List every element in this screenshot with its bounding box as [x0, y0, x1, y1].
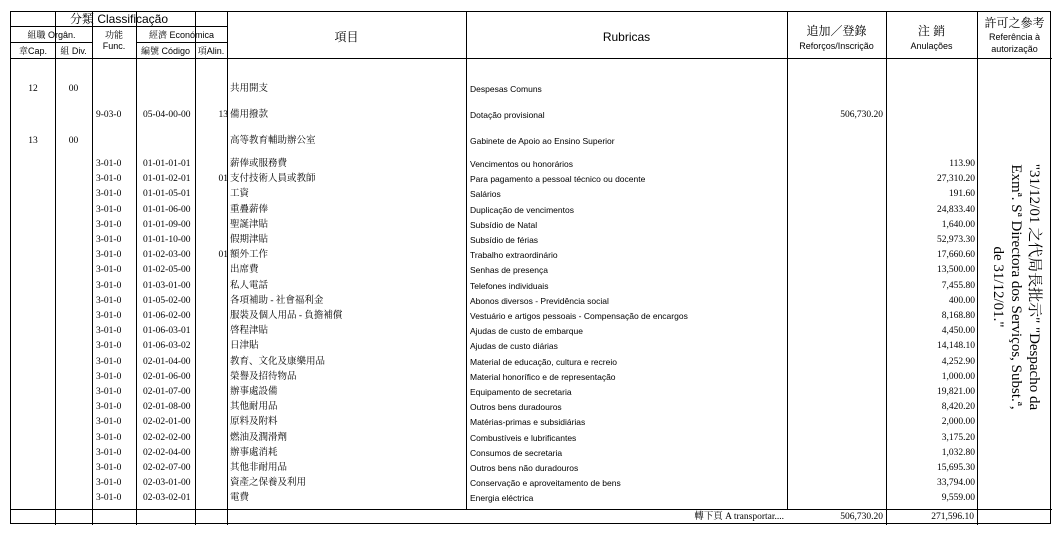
cell-code: 01-06-03-01 [143, 326, 191, 337]
header-organ: 組職 Orgân. [27, 30, 76, 40]
cell-zh: 私人電話 [230, 280, 269, 291]
cell-anul: 4,450.00 [941, 326, 975, 337]
cell-zh: 假期津貼 [230, 235, 269, 245]
cell-pt: Trabalho extraordinário [470, 250, 558, 261]
cell-zh: 重疊薪俸 [230, 204, 269, 215]
cell-func: 3-01-0 [96, 159, 122, 169]
table-row [11, 233, 1052, 248]
cell-func: 3-01-0 [96, 371, 122, 382]
cell-code: 02-02-07-00 [143, 463, 191, 473]
cell-code: 01-05-02-00 [143, 295, 191, 306]
cell-anul: 8,168.80 [941, 311, 975, 321]
cell-code: 01-02-03-00 [143, 250, 191, 261]
cell-anul: 33,794.00 [937, 478, 975, 489]
cell-code: 01-01-02-01 [143, 174, 191, 185]
table-row [11, 294, 1052, 309]
cell-pt: Equipamento de secretaria [470, 387, 572, 397]
cell-pt: Telefones individuais [470, 280, 549, 291]
cell-zh: 其他耐用品 [230, 402, 278, 413]
cell-code: 01-01-01-01 [143, 159, 191, 169]
cell-anul: 3,175.20 [941, 432, 975, 443]
cell-zh: 原料及附料 [230, 417, 278, 428]
footer-reforcos-total: 506,730.20 [840, 512, 883, 522]
table-row [11, 461, 1052, 476]
budget-table [10, 11, 1051, 524]
cell-pt: Salários [470, 189, 501, 200]
cell-pt: Duplicação de vencimentos [470, 204, 574, 215]
cell-code: 01-01-06-00 [143, 204, 191, 215]
header-item-zh: 項目 [334, 30, 359, 44]
cell-pt: Ajudas de custo de embarque [470, 326, 583, 337]
table-row [11, 157, 1052, 172]
cell-pt: Combustíveis e lubrificantes [470, 432, 577, 443]
cell-func: 3-01-0 [96, 402, 122, 413]
cell-pt: Material de educação, cultura e recreio [470, 356, 617, 367]
cell-zh: 薪俸或服務費 [230, 159, 288, 169]
cell-func: 3-01-0 [96, 280, 122, 291]
cell-pt: Outros bens não duradouros [470, 463, 579, 473]
cell-code: 01-01-09-00 [143, 219, 191, 230]
cell-func: 3-01-0 [96, 432, 122, 443]
cell-zh: 出席費 [230, 265, 259, 276]
cell-anul: 24,833.40 [937, 204, 975, 215]
cell-anul: 14,148.10 [937, 341, 975, 352]
cell-zh: 燃油及潤滑劑 [230, 432, 288, 443]
table-row [11, 385, 1052, 400]
header-div: 組 Div. [60, 46, 87, 56]
header-ref-zh: 許可之參考 [984, 16, 1045, 30]
footer-label: 轉下頁 A transportar.... [694, 512, 784, 522]
cell-code: 01-06-03-02 [143, 341, 191, 352]
table-row [11, 400, 1052, 415]
cell-code: 02-01-08-00 [143, 402, 191, 413]
cell-code: 02-03-01-00 [143, 478, 191, 489]
table-row [11, 355, 1052, 370]
cell-anul: 1,640.00 [941, 219, 975, 230]
cell-code: 01-06-02-00 [143, 311, 191, 321]
table-row [11, 263, 1052, 278]
cell-anul: 52,973.30 [937, 235, 975, 245]
cell-zh: 資產之保養及利用 [230, 478, 307, 489]
table-row [11, 476, 1052, 491]
cell-func: 3-01-0 [96, 356, 122, 367]
cell-alin: 01 [218, 250, 228, 261]
cell-anul: 113.90 [949, 159, 975, 169]
header-alin: 項Alin. [197, 46, 225, 56]
table-row [11, 108, 1052, 123]
header-func: Func. [102, 41, 126, 51]
cell-pt: Ajudas de custo diárias [470, 341, 558, 352]
cell-zh: 日津貼 [230, 341, 259, 352]
header-rubricas: Rubricas [602, 30, 651, 44]
cell-pt: Despesas Comuns [470, 84, 542, 94]
cell-pt: Vestuário e artigos pessoais - Compensação de encargos [470, 311, 688, 321]
cell-anul: 27,310.20 [937, 174, 975, 185]
cell-func: 3-01-0 [96, 295, 122, 306]
cell-pt: Subsídio de férias [470, 235, 539, 245]
cell-code: 02-02-02-00 [143, 432, 191, 443]
header-classification: 分類 Classificação [69, 12, 169, 26]
cell-func: 3-01-0 [96, 189, 122, 200]
footer-anulacoes-total: 271,596.10 [931, 512, 974, 522]
cell-code: 02-02-04-00 [143, 447, 191, 458]
header-func-zh: 功能 [104, 30, 123, 40]
table-row [11, 446, 1052, 461]
cell-func: 3-01-0 [96, 493, 122, 504]
cell-anul: 7,455.80 [941, 280, 975, 291]
cell-code: 02-01-07-00 [143, 387, 191, 397]
cell-anul: 17,660.60 [937, 250, 975, 261]
table-row [11, 248, 1052, 263]
cell-anul: 2,000.00 [941, 417, 975, 428]
cell-code: 02-02-01-00 [143, 417, 191, 428]
cell-alin: 13 [218, 110, 228, 120]
header-economic: 經濟 Económica [148, 30, 215, 40]
cell-zh: 教育、文化及康樂用品 [230, 356, 326, 367]
header-ref-2: autorização [991, 44, 1038, 54]
table-row [11, 172, 1052, 187]
cell-zh: 辦事處設備 [230, 387, 278, 397]
cell-func: 3-01-0 [96, 447, 122, 458]
cell-cap: 12 [28, 84, 38, 94]
cell-anul: 13,500.00 [937, 265, 975, 276]
authorization-note-text: "31/12/01 之代局長批示" "Despacho da Exmª. Sª Directora dos Serviços, Subst.ª, de 31/12/01." [990, 163, 1042, 411]
cell-zh: 啓程津貼 [230, 326, 269, 337]
cell-anul: 191.60 [948, 189, 975, 200]
cell-anul: 8,420.20 [941, 402, 975, 413]
cell-pt: Para pagamento a pessoal técnico ou docente [470, 174, 646, 185]
cell-code: 01-01-05-01 [143, 189, 191, 200]
cell-div: 00 [68, 84, 79, 94]
authorization-note [981, 162, 1051, 412]
cell-anul: 400.00 [948, 295, 975, 306]
cell-pt: Conservação e aproveitamento de bens [470, 478, 621, 489]
table-row [11, 218, 1052, 233]
cell-zh: 電費 [230, 493, 250, 504]
cell-func: 9-03-0 [96, 110, 122, 120]
cell-zh: 支付技術人員或教師 [230, 174, 316, 185]
cell-anul: 4,252.90 [941, 356, 975, 367]
table-row [11, 309, 1052, 324]
cell-anul: 9,559.00 [941, 493, 975, 504]
cell-func: 3-01-0 [96, 174, 122, 185]
table-row [11, 279, 1052, 294]
cell-pt: Dotação provisional [470, 110, 545, 120]
cell-pt: Energia eléctrica [470, 493, 534, 504]
cell-anul: 19,821.00 [937, 387, 975, 397]
cell-zh: 榮譽及招待物品 [230, 371, 297, 382]
cell-func: 3-01-0 [96, 387, 122, 397]
cell-pt: Consumos de secretaria [470, 447, 563, 458]
table-row [11, 134, 1052, 149]
cell-pt: Subsídio de Natal [470, 219, 538, 230]
cell-cap: 13 [28, 136, 38, 146]
cell-zh: 其他非耐用品 [230, 463, 288, 473]
cell-func: 3-01-0 [96, 463, 122, 473]
cell-pt: Outros bens duradouros [470, 402, 562, 413]
cell-pt: Material honorífico e de representação [470, 371, 616, 382]
table-row [11, 370, 1052, 385]
cell-func: 3-01-0 [96, 478, 122, 489]
cell-func: 3-01-0 [96, 219, 122, 230]
header-anulacoes-zh: 注 銷 [917, 24, 946, 38]
cell-ref: 506,730.20 [840, 110, 883, 120]
table-row [11, 187, 1052, 202]
cell-anul: 15,695.30 [937, 463, 975, 473]
table-row [11, 491, 1052, 506]
cell-pt: Senhas de presença [470, 265, 548, 276]
table-row [11, 203, 1052, 218]
cell-code: 02-01-04-00 [143, 356, 191, 367]
cell-zh: 備用撥款 [230, 110, 269, 120]
cell-func: 3-01-0 [96, 204, 122, 215]
cell-pt: Vencimentos ou honorários [470, 159, 574, 169]
cell-zh: 額外工作 [230, 250, 269, 261]
cell-pt: Gabinete de Apoio ao Ensino Superior [470, 136, 615, 146]
cell-func: 3-01-0 [96, 235, 122, 245]
header-code: 編號 Código [140, 46, 191, 56]
cell-div: 00 [68, 136, 79, 146]
cell-code: 01-01-10-00 [143, 235, 191, 245]
cell-code: 02-03-02-01 [143, 493, 191, 504]
cell-func: 3-01-0 [96, 250, 122, 261]
cell-zh: 高等教育輔助辦公室 [230, 136, 316, 146]
header-anulacoes: Anulações [910, 41, 953, 51]
cell-func: 3-01-0 [96, 417, 122, 428]
cell-zh: 辦事處消耗 [230, 447, 278, 458]
cell-alin: 01 [218, 174, 228, 185]
cell-code: 05-04-00-00 [143, 110, 191, 120]
cell-code: 01-02-05-00 [143, 265, 191, 276]
table-row [11, 431, 1052, 446]
cell-anul: 1,032.80 [941, 447, 975, 458]
cell-pt: Matérias-primas e subsidiárias [470, 417, 586, 428]
header-reforcos-zh: 追加／登錄 [806, 24, 867, 38]
cell-func: 3-01-0 [96, 311, 122, 321]
cell-code: 01-03-01-00 [143, 280, 191, 291]
cell-anul: 1,000.00 [941, 371, 975, 382]
cell-zh: 共用開支 [230, 84, 269, 94]
cell-zh: 服裝及個人用品 - 負擔補償 [230, 311, 343, 321]
table-row [11, 82, 1052, 97]
cell-code: 02-01-06-00 [143, 371, 191, 382]
header-ref-1: Referência à [988, 32, 1041, 42]
cell-func: 3-01-0 [96, 341, 122, 352]
table-row [11, 415, 1052, 430]
table-row [11, 339, 1052, 354]
table-row [11, 324, 1052, 339]
cell-func: 3-01-0 [96, 265, 122, 276]
header-reforcos: Reforços/Inscrição [799, 41, 874, 51]
cell-pt: Abonos diversos - Previdência social [470, 295, 609, 306]
cell-zh: 工資 [230, 189, 250, 200]
cell-func: 3-01-0 [96, 326, 122, 337]
cell-zh: 各項補助 - 社會福利金 [230, 295, 324, 306]
header-cap: 章Cap. [18, 46, 47, 56]
cell-zh: 聖誕津貼 [230, 219, 269, 230]
